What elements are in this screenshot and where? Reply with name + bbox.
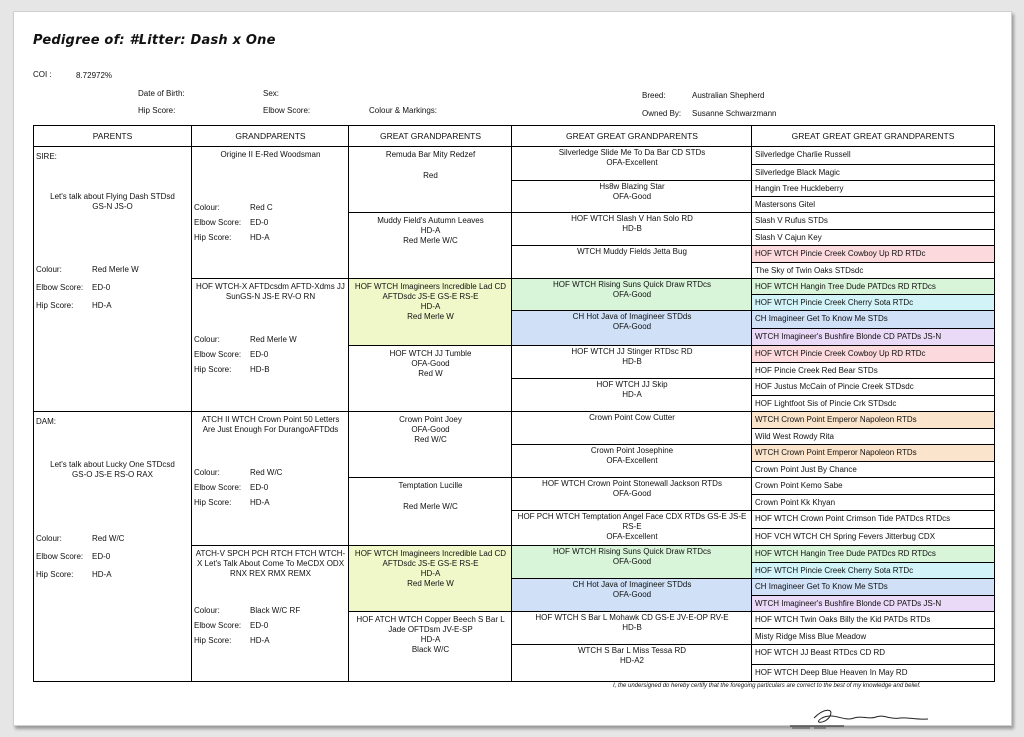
great-grandparent-info: HD-A <box>420 635 441 644</box>
sire-hip: HD-A <box>92 301 112 310</box>
great-great-grandparent-name: Crown Point Cow Cutter <box>589 413 675 422</box>
dam-role: DAM: <box>36 417 56 426</box>
grandparent-name: ATCH-V SPCH PCH RTCH FTCH WTCH-X Let's Talk About Come To MeCDX ODX RNX REX RMX REMX <box>195 549 346 578</box>
great-great-great-grandparent-cell: Crown Point Kemo Sabe <box>752 477 994 494</box>
great-great-great-grandparent-cell: The Sky of Twin Oaks STDsdc <box>752 262 994 278</box>
great-great-great-grandparent-cell: Slash V Cajun Key <box>752 229 994 245</box>
great-grandparent-info: Red Merle W/C <box>403 502 458 511</box>
owned-by-value: Susanne Schwarzmann <box>692 109 777 118</box>
dam-elbow: ED-0 <box>92 552 111 561</box>
sire-colour: Red Merle W <box>92 265 139 274</box>
great-great-grandparent-name: WTCH S Bar L Miss Tessa RD <box>577 646 686 655</box>
great-great-great-grandparent-cell: Misty Ridge Miss Blue Meadow <box>752 628 994 644</box>
great-great-great-grandparent-cell: Mastersons Gitel <box>752 196 994 212</box>
sire-name: Let's talk about Flying Dash STDsd GS-N JS-O <box>50 192 175 211</box>
sire-role: SIRE: <box>36 152 57 161</box>
great-grandparent-name: HOF WTCH Imagineers Incredible Lad CD AFTDsdc JS-E GS-E RS-E <box>354 549 507 568</box>
great-great-grandparent-name: HOF WTCH JJ Stinger RTDsc RD <box>571 347 693 356</box>
great-great-grandparent-cell <box>512 545 752 578</box>
great-grandparent-cell <box>349 611 512 683</box>
dam-hip: HD-A <box>92 570 112 579</box>
great-great-grandparent-info: OFA-Excellent <box>606 456 658 465</box>
great-great-grandparent-cell <box>512 212 752 245</box>
hip-label: Hip Score: <box>36 301 74 310</box>
great-great-grandparent-info: HD-B <box>622 224 642 233</box>
grandparent-name: HOF WTCH-X AFTDcsdm AFTD-Xdms JJ SunGS-N JS-E RV-O RN <box>196 282 345 301</box>
great-great-grandparent-info: HD-B <box>622 357 642 366</box>
great-great-grandparent-cell <box>512 310 752 345</box>
dam-name: Let's talk about Lucky One STDcsd GS-O JS-E RS-O RAX <box>50 460 175 479</box>
column-header-great-great-grandparents: GREAT GREAT GRANDPARENTS <box>512 126 752 147</box>
grandparent-elbow: ED-0 <box>250 621 269 630</box>
great-great-grandparent-name: HOF PCH WTCH Temptation Angel Face CDX RTDs GS-E JS-E RS-E <box>517 512 747 531</box>
great-great-grandparent-name: Hs8w Blazing Star <box>599 182 665 191</box>
great-great-great-grandparent-cell: Crown Point Just By Chance <box>752 461 994 477</box>
great-great-grandparent-name: HOF WTCH S Bar L Mohawk CD GS-E JV-E-OP RV-E <box>535 613 729 622</box>
great-great-grandparent-name: CH Hot Java of Imagineer STDds <box>572 312 692 321</box>
great-great-great-grandparent-cell: CH Imagineer Get To Know Me STDs <box>752 578 994 595</box>
great-grandparent-info: HD-A <box>420 569 441 578</box>
grandparent-elbow: ED-0 <box>250 483 269 492</box>
great-great-grandparent-name: HOF WTCH Slash V Han Solo RD <box>571 214 693 223</box>
great-great-grandparent-cell <box>512 644 752 683</box>
column-header-great-great-great-grandparents: GREAT GREAT GREAT GRANDPARENTS <box>752 126 994 147</box>
great-great-grandparent-info: OFA-Good <box>612 590 652 599</box>
great-grandparent-cell <box>349 345 512 411</box>
great-great-grandparent-info: OFA-Excellent <box>606 532 658 541</box>
great-great-grandparent-cell <box>512 378 752 411</box>
great-grandparent-info: Red Merle W <box>407 579 454 588</box>
great-great-great-grandparent-cell: Silverledge Charlie Russell <box>755 150 851 159</box>
great-grandparent-cell <box>349 477 512 545</box>
great-grandparent-name: HOF WTCH JJ Tumble <box>389 349 472 358</box>
grandparent-elbow: ED-0 <box>250 218 269 227</box>
great-great-grandparent-info: OFA-Good <box>612 290 652 299</box>
hip-label: Hip Score: <box>36 570 74 579</box>
grandparent-hip: HD-B <box>250 365 270 374</box>
great-great-great-grandparent-cell: WTCH Crown Point Emperor Napoleon RTDs <box>752 411 994 428</box>
great-great-grandparent-name: WTCH Muddy Fields Jetta Bug <box>577 247 687 256</box>
great-grandparent-cell <box>349 147 512 212</box>
elbow-label: Elbow Score: <box>194 483 242 492</box>
great-grandparent-name: HOF ATCH WTCH Copper Beech S Bar L Jade OFTDsm JV-E-SP <box>356 615 505 634</box>
grandparent-name: ATCH II WTCH Crown Point 50 Letters Are Just Enough For DurangoAFTDds <box>201 415 340 434</box>
great-great-grandparent-cell <box>512 147 752 180</box>
great-great-grandparent-info: HD-B <box>622 623 642 632</box>
great-great-grandparent-name: HOF WTCH Crown Point Stonewall Jackson RTDs <box>542 479 722 488</box>
column-header-grandparents: GRANDPARENTS <box>192 126 349 147</box>
colour-label: Colour: <box>194 203 220 212</box>
great-great-grandparent-info: OFA-Good <box>612 322 652 331</box>
grandparent-cell <box>192 411 349 545</box>
great-great-great-grandparent-cell: HOF Justus McCain of Pincie Creek STDsdc <box>752 378 994 395</box>
page-title: Pedigree of: #Litter: Dash x One <box>33 33 276 48</box>
dob-label: Date of Birth: <box>138 89 185 98</box>
dam-colour: Red W/C <box>92 534 125 543</box>
colour-label: Colour: <box>36 265 62 274</box>
sire-cell <box>34 147 191 411</box>
great-great-grandparent-cell <box>512 477 752 510</box>
sire-elbow: ED-0 <box>92 283 111 292</box>
great-grandparent-cell <box>349 278 512 345</box>
great-great-great-grandparent-cell: WTCH Crown Point Emperor Napoleon RTDs <box>752 444 994 461</box>
elbow-label: Elbow Score: <box>194 621 242 630</box>
great-great-great-grandparent-cell: HOF WTCH JJ Beast RTDcs CD RD <box>752 644 994 664</box>
pedigree-page <box>13 11 1012 726</box>
great-great-great-grandparent-cell: HOF WTCH Pincie Creek Cherry Sota RTDc <box>752 294 994 310</box>
elbow-label: Elbow Score: <box>36 283 84 292</box>
colour-label: Colour: <box>36 534 62 543</box>
great-great-grandparent-info: OFA-Excellent <box>606 158 658 167</box>
great-great-grandparent-name: HOF WTCH Rising Suns Quick Draw RTDcs <box>552 280 712 289</box>
grandparent-colour: Black W/C RF <box>250 606 301 615</box>
great-grandparent-name: Muddy Field's Autumn Leaves <box>377 216 484 225</box>
hip-label: Hip Score: <box>194 498 232 507</box>
elbow-label: Elbow Score: <box>36 552 84 561</box>
great-great-great-grandparent-cell: HOF WTCH Hangin Tree Dude PATDcs RD RTDcs <box>752 545 994 562</box>
grandparent-colour: Red C <box>250 203 273 212</box>
dam-cell <box>34 411 191 683</box>
elbow-score-label: Elbow Score: <box>263 106 311 115</box>
great-grandparent-info: HD-A <box>420 226 441 235</box>
grandparents-column <box>191 126 349 681</box>
great-grandparent-info: OFA-Good <box>411 359 450 368</box>
breed-label: Breed: <box>642 91 666 100</box>
great-grandparent-info: Red Merle W <box>407 312 454 321</box>
great-grandparent-info: HD-A <box>420 302 441 311</box>
great-grandparents-column <box>348 126 512 681</box>
column-header-parents: PARENTS <box>34 126 191 147</box>
great-great-great-grandparent-cell: HOF WTCH Hangin Tree Dude PATDcs RD RTDcs <box>752 278 994 294</box>
hip-label: Hip Score: <box>194 636 232 645</box>
owned-by-label: Owned By: <box>642 109 682 118</box>
great-great-great-grandparent-cell: HOF WTCH Crown Point Crimson Tide PATDcs RTDcs <box>752 510 994 528</box>
great-grandparent-cell <box>349 212 512 278</box>
hip-score-label: Hip Score: <box>138 106 176 115</box>
colour-label: Colour: <box>194 468 220 477</box>
grandparent-elbow: ED-0 <box>250 350 269 359</box>
grandparent-hip: HD-A <box>250 498 270 507</box>
great-great-grandparent-info: HD-A <box>622 390 642 399</box>
great-great-great-grandparent-cell: HOF Lightfoot Sis of Pincie Crk STDsdc <box>752 395 994 411</box>
coi-label: COI : <box>33 70 52 79</box>
colour-label: Colour: <box>194 606 220 615</box>
great-great-great-grandparent-cell: HOF WTCH Twin Oaks Billy the Kid PATDs RTDs <box>752 611 994 628</box>
breed-value: Australian Shepherd <box>692 91 765 100</box>
great-great-grandparent-cell <box>512 345 752 378</box>
great-great-great-grandparent-cell: Slash V Rufus STDs <box>752 212 994 229</box>
great-great-great-grandparent-cell: HOF VCH WTCH CH Spring Fevers Jitterbug CDX <box>752 528 994 545</box>
great-grandparent-name: Temptation Lucille <box>398 481 463 490</box>
great-great-grandparent-info: OFA-Good <box>612 557 652 566</box>
great-great-great-grandparent-cell: HOF WTCH Pincie Creek Cowboy Up RD RTDc <box>752 245 994 262</box>
great-great-great-grandparent-cell: WTCH Imagineer's Bushfire Blonde CD PATDs JS-N <box>752 328 994 345</box>
signature <box>784 706 934 730</box>
great-great-grandparent-cell <box>512 278 752 310</box>
elbow-label: Elbow Score: <box>194 350 242 359</box>
great-great-grandparents-column <box>511 126 752 681</box>
great-great-great-grandparents-column <box>751 126 994 681</box>
grandparent-cell <box>192 545 349 683</box>
great-great-grandparent-info: OFA-Good <box>612 489 652 498</box>
great-great-great-grandparent-cell: CH Imagineer Get To Know Me STDs <box>752 310 994 328</box>
great-grandparent-info: Red W <box>418 369 443 378</box>
great-great-grandparent-cell <box>512 611 752 644</box>
grandparent-name: Origine II E-Red Woodsman <box>220 150 321 159</box>
great-great-grandparent-cell <box>512 444 752 477</box>
great-grandparent-info: Red <box>423 171 438 180</box>
great-grandparent-name: Remuda Bar Mity Redzef <box>385 150 476 159</box>
grandparent-hip: HD-A <box>250 636 270 645</box>
great-great-great-grandparent-cell: Hangin Tree Huckleberry <box>752 180 994 196</box>
grandparent-colour: Red Merle W <box>250 335 297 344</box>
great-great-grandparent-cell <box>512 411 752 444</box>
pedigree-table <box>33 125 995 682</box>
great-great-grandparent-name: CH Hot Java of Imagineer STDds <box>572 580 692 589</box>
great-great-great-grandparent-cell: HOF WTCH Deep Blue Heaven In May RD <box>752 664 994 683</box>
great-grandparent-info: Black W/C <box>411 645 450 654</box>
coi-value: 8.72972% <box>76 71 113 80</box>
grandparent-cell <box>192 278 349 411</box>
grandparent-colour: Red W/C <box>250 468 283 477</box>
hip-label: Hip Score: <box>194 365 232 374</box>
great-great-grandparent-info: OFA-Good <box>612 192 652 201</box>
great-great-great-grandparent-cell: Silverledge Black Magic <box>752 164 994 180</box>
great-great-great-grandparent-cell: HOF Pincie Creek Red Bear STDs <box>752 362 994 378</box>
hip-label: Hip Score: <box>194 233 232 242</box>
great-great-grandparent-cell <box>512 578 752 611</box>
colour-markings-label: Colour & Markings: <box>369 106 438 115</box>
grandparent-cell <box>192 147 349 278</box>
great-grandparent-cell <box>349 411 512 477</box>
great-grandparent-name: HOF WTCH Imagineers Incredible Lad CD AFTDsdc JS-E GS-E RS-E <box>354 282 507 301</box>
elbow-label: Elbow Score: <box>194 218 242 227</box>
great-grandparent-info: Red W/C <box>414 435 447 444</box>
great-grandparent-info: OFA-Good <box>411 425 450 434</box>
grandparent-hip: HD-A <box>250 233 270 242</box>
great-great-great-grandparent-cell: WTCH Imagineer's Bushfire Blonde CD PATDs JS-N <box>752 595 994 611</box>
great-great-great-grandparent-cell: Wild West Rowdy Rita <box>752 428 994 444</box>
great-grandparent-name: Crown Point Joey <box>399 415 462 424</box>
parents-column <box>34 126 191 681</box>
great-great-grandparent-name: HOF WTCH Rising Suns Quick Draw RTDcs <box>552 547 712 556</box>
certification-text: I, the undersigned do hereby certify that the foregoing particulars are correct to the best of my knowledge and belief. <box>613 683 921 689</box>
sex-label: Sex: <box>263 89 280 98</box>
great-great-grandparent-name: HOF WTCH JJ Skip <box>596 380 668 389</box>
great-great-grandparent-name: Silverledge Slide Me To Da Bar CD STDs <box>558 148 706 157</box>
great-grandparent-info: Red Merle W/C <box>403 236 458 245</box>
great-great-great-grandparent-cell: Crown Point Kk Khyan <box>752 494 994 510</box>
great-grandparent-cell <box>349 545 512 611</box>
great-great-grandparent-cell <box>512 245 752 278</box>
great-great-grandparent-info: HD-A2 <box>619 656 644 665</box>
great-great-great-grandparent-cell: HOF WTCH Pincie Creek Cowboy Up RD RTDc <box>752 345 994 362</box>
great-great-grandparent-cell <box>512 180 752 212</box>
great-great-grandparent-cell <box>512 510 752 545</box>
great-great-grandparent-name: Crown Point Josephine <box>590 446 674 455</box>
column-header-great-grandparents: GREAT GRANDPARENTS <box>349 126 512 147</box>
great-great-great-grandparent-cell: HOF WTCH Pincie Creek Cherry Sota RTDc <box>752 562 994 578</box>
colour-label: Colour: <box>194 335 220 344</box>
